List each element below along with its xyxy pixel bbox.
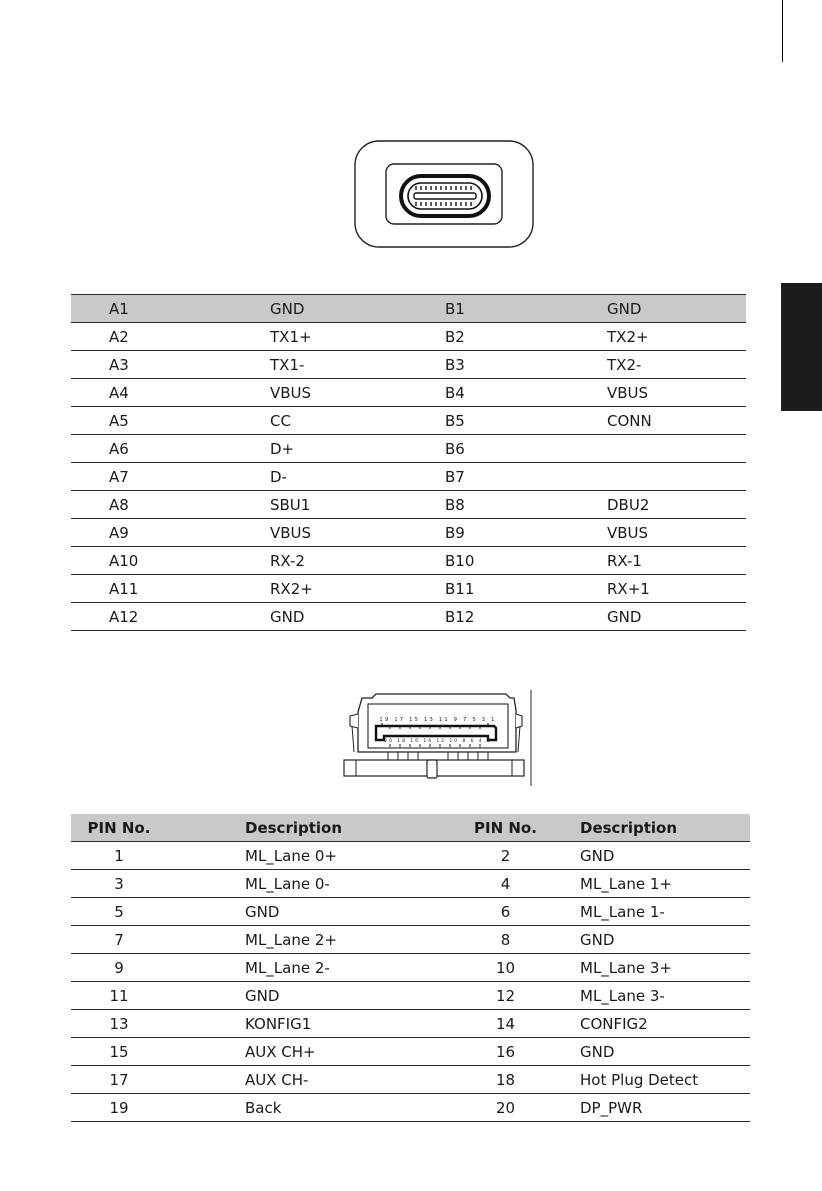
header-description: Description: [580, 814, 750, 842]
signal-cell: VBUS: [270, 379, 445, 407]
pin-cell: A2: [71, 323, 270, 351]
pin-cell: 3: [71, 870, 167, 898]
table-row: [71, 323, 746, 351]
pin-cell: 16: [431, 1038, 580, 1066]
pin-cell: B3: [445, 351, 607, 379]
description-cell: ML_Lane 3+: [580, 954, 750, 982]
table-row: [71, 1010, 750, 1038]
pin-cell: B9: [445, 519, 607, 547]
table-row: [71, 870, 750, 898]
description-cell: DP_PWR: [580, 1094, 750, 1122]
description-cell: KONFIG1: [167, 1010, 431, 1038]
description-cell: CONFIG2: [580, 1010, 750, 1038]
section-tab: [781, 283, 822, 411]
signal-cell: VBUS: [607, 519, 746, 547]
table-row: [71, 842, 750, 870]
pin-cell: B5: [445, 407, 607, 435]
table-row: [71, 463, 746, 491]
signal-cell: VBUS: [607, 379, 746, 407]
signal-cell: D-: [270, 463, 445, 491]
pin-cell: 8: [431, 926, 580, 954]
header-pin-no: PIN No.: [71, 814, 167, 842]
signal-cell: VBUS: [270, 519, 445, 547]
pin-cell: A12: [71, 603, 270, 631]
table-row: [71, 519, 746, 547]
table-row: [71, 954, 750, 982]
usb-c-connector-illustration: [354, 140, 534, 248]
description-cell: AUX CH-: [167, 1066, 431, 1094]
signal-cell: [607, 435, 746, 463]
description-cell: GND: [167, 898, 431, 926]
table-row: [71, 926, 750, 954]
description-cell: ML_Lane 1-: [580, 898, 750, 926]
table-row: [71, 1094, 750, 1122]
header-cell: A1: [71, 295, 270, 323]
signal-cell: TX1+: [270, 323, 445, 351]
description-cell: ML_Lane 2+: [167, 926, 431, 954]
table-row: [71, 435, 746, 463]
pin-cell: B2: [445, 323, 607, 351]
description-cell: ML_Lane 0-: [167, 870, 431, 898]
signal-cell: [607, 463, 746, 491]
table-row: [71, 982, 750, 1010]
header-cell: GND: [270, 295, 445, 323]
pin-cell: A11: [71, 575, 270, 603]
table-row: [71, 575, 746, 603]
pin-cell: B6: [445, 435, 607, 463]
header-cell: GND: [607, 295, 746, 323]
description-cell: ML_Lane 3-: [580, 982, 750, 1010]
header-pin-no: PIN No.: [431, 814, 580, 842]
signal-cell: DBU2: [607, 491, 746, 519]
description-cell: GND: [167, 982, 431, 1010]
table-row: [71, 547, 746, 575]
pin-cell: 5: [71, 898, 167, 926]
header-description: Description: [167, 814, 431, 842]
pin-cell: 2: [431, 842, 580, 870]
pin-cell: A3: [71, 351, 270, 379]
signal-cell: GND: [607, 603, 746, 631]
pin-cell: 12: [431, 982, 580, 1010]
table-row: [71, 898, 750, 926]
pin-cell: 11: [71, 982, 167, 1010]
pin-cell: B11: [445, 575, 607, 603]
signal-cell: SBU1: [270, 491, 445, 519]
description-cell: Back: [167, 1094, 431, 1122]
pin-cell: 4: [431, 870, 580, 898]
displayport-connector-illustration: [338, 690, 538, 788]
header-cell: B1: [445, 295, 607, 323]
signal-cell: RX2+: [270, 575, 445, 603]
description-cell: ML_Lane 2-: [167, 954, 431, 982]
pin-cell: B12: [445, 603, 607, 631]
dp-top-pin-labels: 19 17 15 13 11 9 7 5 3 1: [379, 717, 497, 723]
description-cell: Hot Plug Detect: [580, 1066, 750, 1094]
signal-cell: CONN: [607, 407, 746, 435]
signal-cell: GND: [270, 603, 445, 631]
signal-cell: TX2+: [607, 323, 746, 351]
crop-mark: [782, 0, 822, 62]
pin-cell: A4: [71, 379, 270, 407]
table-row: [71, 407, 746, 435]
description-cell: AUX CH+: [167, 1038, 431, 1066]
pin-cell: 10: [431, 954, 580, 982]
pin-cell: A5: [71, 407, 270, 435]
table-header-row: [71, 814, 750, 842]
displayport-pin-table: [71, 814, 750, 1122]
pin-cell: B4: [445, 379, 607, 407]
pin-cell: 14: [431, 1010, 580, 1038]
table-row: [71, 603, 746, 631]
pin-cell: A7: [71, 463, 270, 491]
signal-cell: RX-2: [270, 547, 445, 575]
description-cell: ML_Lane 1+: [580, 870, 750, 898]
pin-cell: A6: [71, 435, 270, 463]
pin-cell: B8: [445, 491, 607, 519]
pin-cell: 19: [71, 1094, 167, 1122]
pin-cell: 20: [431, 1094, 580, 1122]
pin-cell: A10: [71, 547, 270, 575]
pin-cell: 13: [71, 1010, 167, 1038]
table-row: [71, 379, 746, 407]
pin-cell: A8: [71, 491, 270, 519]
usb-c-pin-table: [71, 294, 746, 631]
description-cell: GND: [580, 926, 750, 954]
pin-cell: 18: [431, 1066, 580, 1094]
table-row: [71, 351, 746, 379]
table-header-row: [71, 295, 746, 323]
pin-cell: 6: [431, 898, 580, 926]
signal-cell: TX2-: [607, 351, 746, 379]
signal-cell: TX1-: [270, 351, 445, 379]
pin-cell: 17: [71, 1066, 167, 1094]
pin-cell: B7: [445, 463, 607, 491]
description-cell: GND: [580, 842, 750, 870]
signal-cell: CC: [270, 407, 445, 435]
signal-cell: RX+1: [607, 575, 746, 603]
pin-cell: 1: [71, 842, 167, 870]
pin-cell: 15: [71, 1038, 167, 1066]
description-cell: ML_Lane 0+: [167, 842, 431, 870]
pin-cell: 9: [71, 954, 167, 982]
signal-cell: RX-1: [607, 547, 746, 575]
dp-bottom-pin-labels: 20 18 16 14 12 10 8 6 4 2: [384, 739, 492, 744]
description-cell: GND: [580, 1038, 750, 1066]
pin-cell: 7: [71, 926, 167, 954]
pin-cell: A9: [71, 519, 270, 547]
table-row: [71, 1038, 750, 1066]
table-row: [71, 1066, 750, 1094]
pin-cell: B10: [445, 547, 607, 575]
signal-cell: D+: [270, 435, 445, 463]
table-row: [71, 491, 746, 519]
